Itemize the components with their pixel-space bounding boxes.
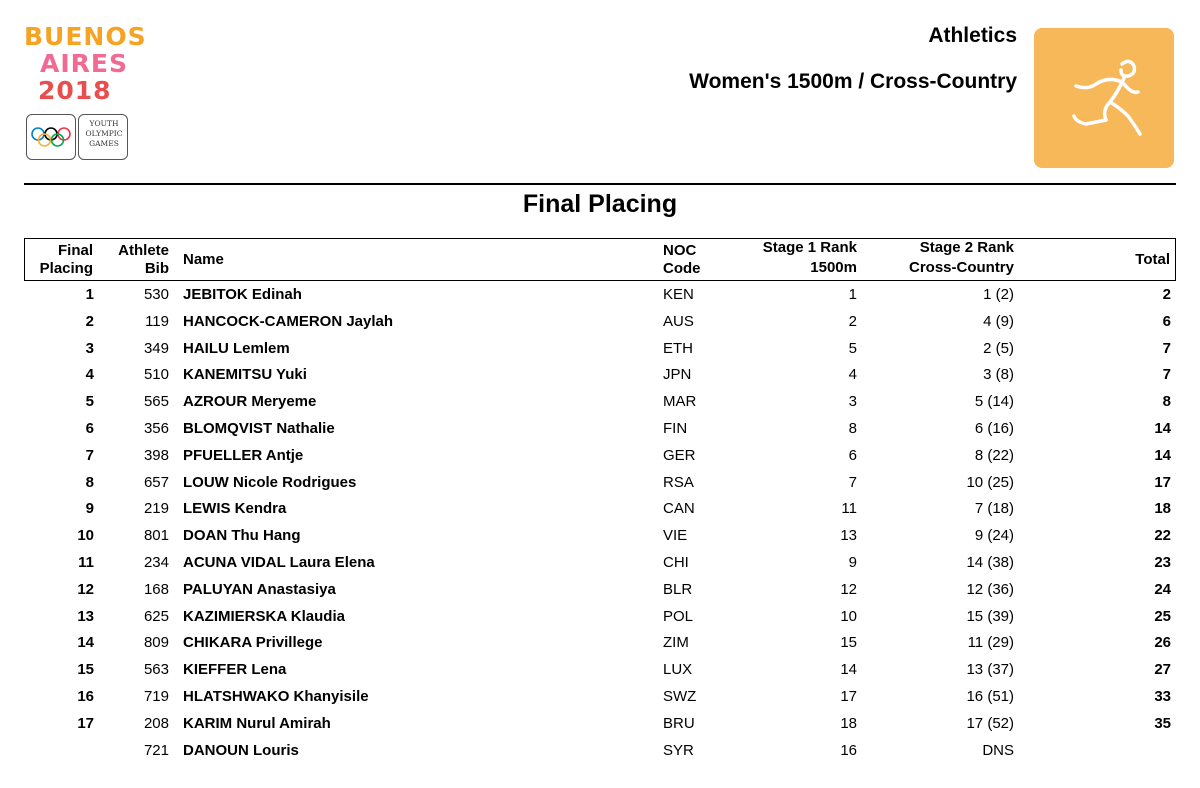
stage2-rank-cell: 3 (8): [983, 366, 1014, 384]
total-cell: 14: [1154, 420, 1171, 437]
noc-code-cell: AUS: [663, 312, 694, 330]
stage2-rank-cell: 2 (5): [983, 339, 1014, 357]
athlete-name-cell: KANEMITSU Yuki: [183, 366, 307, 384]
youth-olympic-games-badge: [26, 114, 126, 160]
table-row: [24, 739, 1176, 766]
table-row: [24, 551, 1176, 578]
stage1-rank-cell: 12: [840, 580, 857, 598]
athlete-name-cell: ACUNA VIDAL Laura Elena: [183, 554, 375, 571]
stage1-rank-cell: 6: [848, 446, 857, 464]
table-row: [24, 471, 1176, 498]
col-stage2-line-1: Stage 2 Rank: [919, 239, 1014, 256]
stage1-rank-cell: 11: [841, 500, 857, 518]
athletics-pictogram: [1034, 28, 1174, 168]
total-cell: 14: [1154, 446, 1171, 464]
total-cell: 24: [1154, 580, 1171, 598]
noc-code-cell: SWZ: [663, 688, 697, 705]
stage2-rank-cell: 6 (16): [974, 420, 1014, 437]
athlete-bib-cell: 168: [143, 580, 169, 598]
total-cell: 35: [1154, 714, 1171, 732]
header-divider: [24, 183, 1176, 185]
runner-icon: [1034, 28, 1174, 168]
col-noc-code: [663, 242, 701, 278]
event-title: Women's 1500m / Cross-Country: [689, 70, 1017, 93]
logo-line-2: [40, 51, 128, 77]
noc-code-cell: JPN: [663, 366, 692, 384]
stage1-rank-cell: 18: [840, 714, 857, 732]
final-placing-cell: 7: [85, 446, 94, 464]
logo-text-2: AIRES: [40, 49, 128, 78]
stage1-rank-cell: 7: [848, 473, 857, 491]
athlete-name-cell: PALUYAN Anastasiya: [183, 580, 336, 598]
stage1-rank-cell: 17: [840, 688, 857, 705]
table-row: [24, 578, 1176, 605]
table-row: [24, 363, 1176, 390]
stage2-rank-cell: 15 (39): [966, 607, 1014, 625]
athlete-name-cell: KAZIMIERSKA Klaudia: [183, 607, 345, 625]
final-placing-cell: 4: [85, 366, 94, 384]
total-cell: 25: [1154, 607, 1171, 625]
athlete-name-cell: DOAN Thu Hang: [183, 527, 301, 545]
noc-code-cell: MAR: [663, 393, 697, 411]
stage1-rank-cell: 9: [848, 554, 857, 571]
athlete-name-cell: PFUELLER Antje: [183, 446, 304, 464]
stage2-rank-cell: 14 (38): [966, 554, 1014, 571]
col-noc-line-2: Code: [663, 260, 701, 277]
stage2-rank-cell: 9 (24): [974, 527, 1014, 545]
athlete-bib-cell: 809: [143, 634, 169, 652]
stage1-rank-cell: 10: [840, 607, 857, 625]
col-stage1-rank: [725, 239, 857, 277]
athlete-bib-cell: 657: [143, 473, 169, 491]
noc-code-cell: VIE: [663, 527, 688, 545]
athlete-bib-cell: 625: [143, 607, 169, 625]
athlete-name-cell: HLATSHWAKO Khanyisile: [183, 688, 369, 705]
athlete-name-cell: BLOMQVIST Nathalie: [183, 420, 335, 437]
final-placing-cell: 8: [85, 473, 94, 491]
athlete-bib-cell: 719: [143, 688, 169, 705]
col-final-placing: [25, 242, 93, 278]
table-row: [24, 712, 1176, 739]
col-total: Total: [1135, 251, 1170, 268]
final-placing-cell: 12: [77, 580, 94, 598]
stage2-rank-cell: 16 (51): [966, 688, 1014, 705]
total-cell: 17: [1154, 473, 1171, 491]
final-placing-cell: 1: [85, 286, 94, 303]
table-row: [24, 524, 1176, 551]
table-row: [24, 497, 1176, 524]
stage2-rank-cell: 4 (9): [983, 312, 1014, 330]
final-placing-cell: 17: [77, 714, 94, 732]
stage1-rank-cell: 16: [840, 741, 857, 759]
noc-code-cell: ZIM: [663, 634, 689, 652]
stage1-rank-cell: 4: [848, 366, 857, 384]
stage2-rank-cell: 7 (18): [974, 500, 1014, 518]
yog-text-line-2: OLYMPIC: [85, 129, 123, 138]
athlete-name-cell: HANCOCK-CAMERON Jaylah: [183, 312, 394, 330]
athlete-bib-cell: 349: [143, 339, 169, 357]
athlete-name-cell: DANOUN Louris: [183, 741, 299, 759]
athlete-name-cell: LEWIS Kendra: [183, 500, 287, 518]
total-cell: 7: [1162, 339, 1171, 357]
total-cell: 8: [1162, 393, 1171, 411]
athlete-bib-cell: 356: [143, 420, 169, 437]
yog-text: [80, 119, 128, 149]
athlete-bib-cell: 219: [143, 500, 169, 518]
table-row: [24, 310, 1176, 337]
athlete-name-cell: HAILU Lemlem: [183, 339, 290, 357]
noc-code-cell: RSA: [663, 473, 694, 491]
noc-code-cell: POL: [663, 607, 694, 625]
col-noc-line-1: NOC: [663, 242, 697, 259]
athlete-bib-cell: 801: [143, 527, 169, 545]
table-row: [24, 605, 1176, 632]
noc-code-cell: CAN: [663, 500, 695, 518]
noc-code-cell: CHI: [663, 554, 689, 571]
table-row: [24, 631, 1176, 658]
yog-text-line-1: YOUTH: [89, 119, 119, 128]
col-name: Name: [183, 251, 224, 268]
final-placing-cell: 6: [85, 420, 94, 437]
col-stage2-rank: [885, 239, 1014, 277]
total-cell: 7: [1162, 366, 1171, 384]
olympic-rings-icon: [30, 126, 72, 148]
col-stage1-line-2: 1500m: [810, 259, 857, 276]
noc-code-cell: BLR: [663, 580, 693, 598]
stage1-rank-cell: 2: [848, 312, 857, 330]
page-title: Final Placing: [522, 190, 678, 218]
logo-line-1: [24, 24, 147, 50]
col-final-placing-line-2: Placing: [39, 260, 93, 277]
total-cell: 22: [1154, 527, 1171, 545]
total-cell: 27: [1154, 661, 1171, 679]
noc-code-cell: FIN: [663, 420, 688, 437]
table-row: [24, 337, 1176, 364]
total-cell: 18: [1154, 500, 1171, 518]
final-placing-cell: 5: [85, 393, 94, 411]
athlete-name-cell: KIEFFER Lena: [183, 661, 287, 679]
stage2-rank-cell: 17 (52): [966, 714, 1014, 732]
stage2-rank-cell: 5 (14): [974, 393, 1014, 411]
table-row: [24, 444, 1176, 471]
col-athlete-bib-line-1: Athlete: [118, 242, 169, 259]
stage1-rank-cell: 3: [848, 393, 857, 411]
table-row: [24, 658, 1176, 685]
final-placing-cell: 13: [77, 607, 94, 625]
total-cell: 26: [1154, 634, 1171, 652]
col-stage2-line-2: Cross-Country: [908, 259, 1014, 276]
logo-text-3: 2018: [38, 76, 112, 105]
athlete-bib-cell: 530: [143, 286, 169, 303]
total-cell: 33: [1154, 688, 1171, 705]
final-placing-cell: 3: [85, 339, 94, 357]
athlete-bib-cell: 510: [143, 366, 169, 384]
athlete-bib-cell: 208: [143, 714, 169, 732]
buenos-aires-2018-logo: [24, 22, 147, 174]
stage2-rank-cell: 8 (22): [974, 446, 1014, 464]
total-cell: 6: [1162, 312, 1171, 330]
final-placing-cell: 2: [85, 312, 94, 330]
stage2-rank-cell: DNS: [982, 741, 1014, 759]
sport-title: Athletics: [928, 24, 1017, 47]
noc-code-cell: BRU: [663, 714, 695, 732]
athlete-name-cell: AZROUR Meryeme: [183, 393, 317, 411]
yog-text-line-3: GAMES: [89, 139, 119, 148]
stage1-rank-cell: 8: [848, 420, 857, 437]
noc-code-cell: LUX: [663, 661, 693, 679]
athlete-bib-cell: 565: [143, 393, 169, 411]
final-placing-cell: 11: [78, 554, 94, 571]
col-final-placing-line-1: Final: [57, 242, 93, 259]
noc-code-cell: KEN: [663, 286, 694, 303]
final-placing-cell: 10: [77, 527, 94, 545]
stage1-rank-cell: 5: [848, 339, 857, 357]
stage1-rank-cell: 13: [840, 527, 857, 545]
stage2-rank-cell: 13 (37): [966, 661, 1014, 679]
stage1-rank-cell: 14: [840, 661, 857, 679]
final-placing-cell: 16: [77, 688, 94, 705]
athlete-name-cell: LOUW Nicole Rodrigues: [183, 473, 357, 491]
logo-text-1: BUENOS: [24, 22, 147, 51]
athlete-bib-cell: 119: [145, 312, 169, 330]
athlete-bib-cell: 721: [143, 741, 169, 759]
col-stage1-line-1: Stage 1 Rank: [762, 239, 857, 256]
stage2-rank-cell: 10 (25): [966, 473, 1014, 491]
athlete-bib-cell: 398: [143, 446, 169, 464]
stage2-rank-cell: 12 (36): [966, 580, 1014, 598]
table-row: [24, 390, 1176, 417]
noc-code-cell: ETH: [663, 339, 693, 357]
total-cell: 23: [1154, 554, 1171, 571]
stage1-rank-cell: 1: [848, 286, 857, 303]
table-row: [24, 417, 1176, 444]
noc-code-cell: SYR: [663, 741, 694, 759]
final-placing-cell: 14: [77, 634, 94, 652]
athlete-bib-cell: 234: [143, 554, 169, 571]
table-row: [24, 685, 1176, 712]
athlete-bib-cell: 563: [143, 661, 169, 679]
table-header: [24, 238, 1176, 281]
noc-code-cell: GER: [663, 446, 696, 464]
table-row: [24, 283, 1176, 310]
stage2-rank-cell: 1 (2): [983, 286, 1014, 303]
stage2-rank-cell: 11 (29): [967, 634, 1014, 652]
col-athlete-bib: [105, 242, 169, 278]
athlete-name-cell: KARIM Nurul Amirah: [183, 714, 331, 732]
final-placing-cell: 15: [77, 661, 94, 679]
stage1-rank-cell: 15: [840, 634, 857, 652]
logo-line-3: [38, 78, 112, 104]
total-cell: 2: [1162, 286, 1171, 303]
athlete-name-cell: JEBITOK Edinah: [183, 286, 302, 303]
athlete-name-cell: CHIKARA Privillege: [183, 634, 323, 652]
col-athlete-bib-line-2: Bib: [144, 260, 169, 277]
final-placing-cell: 9: [85, 500, 94, 518]
